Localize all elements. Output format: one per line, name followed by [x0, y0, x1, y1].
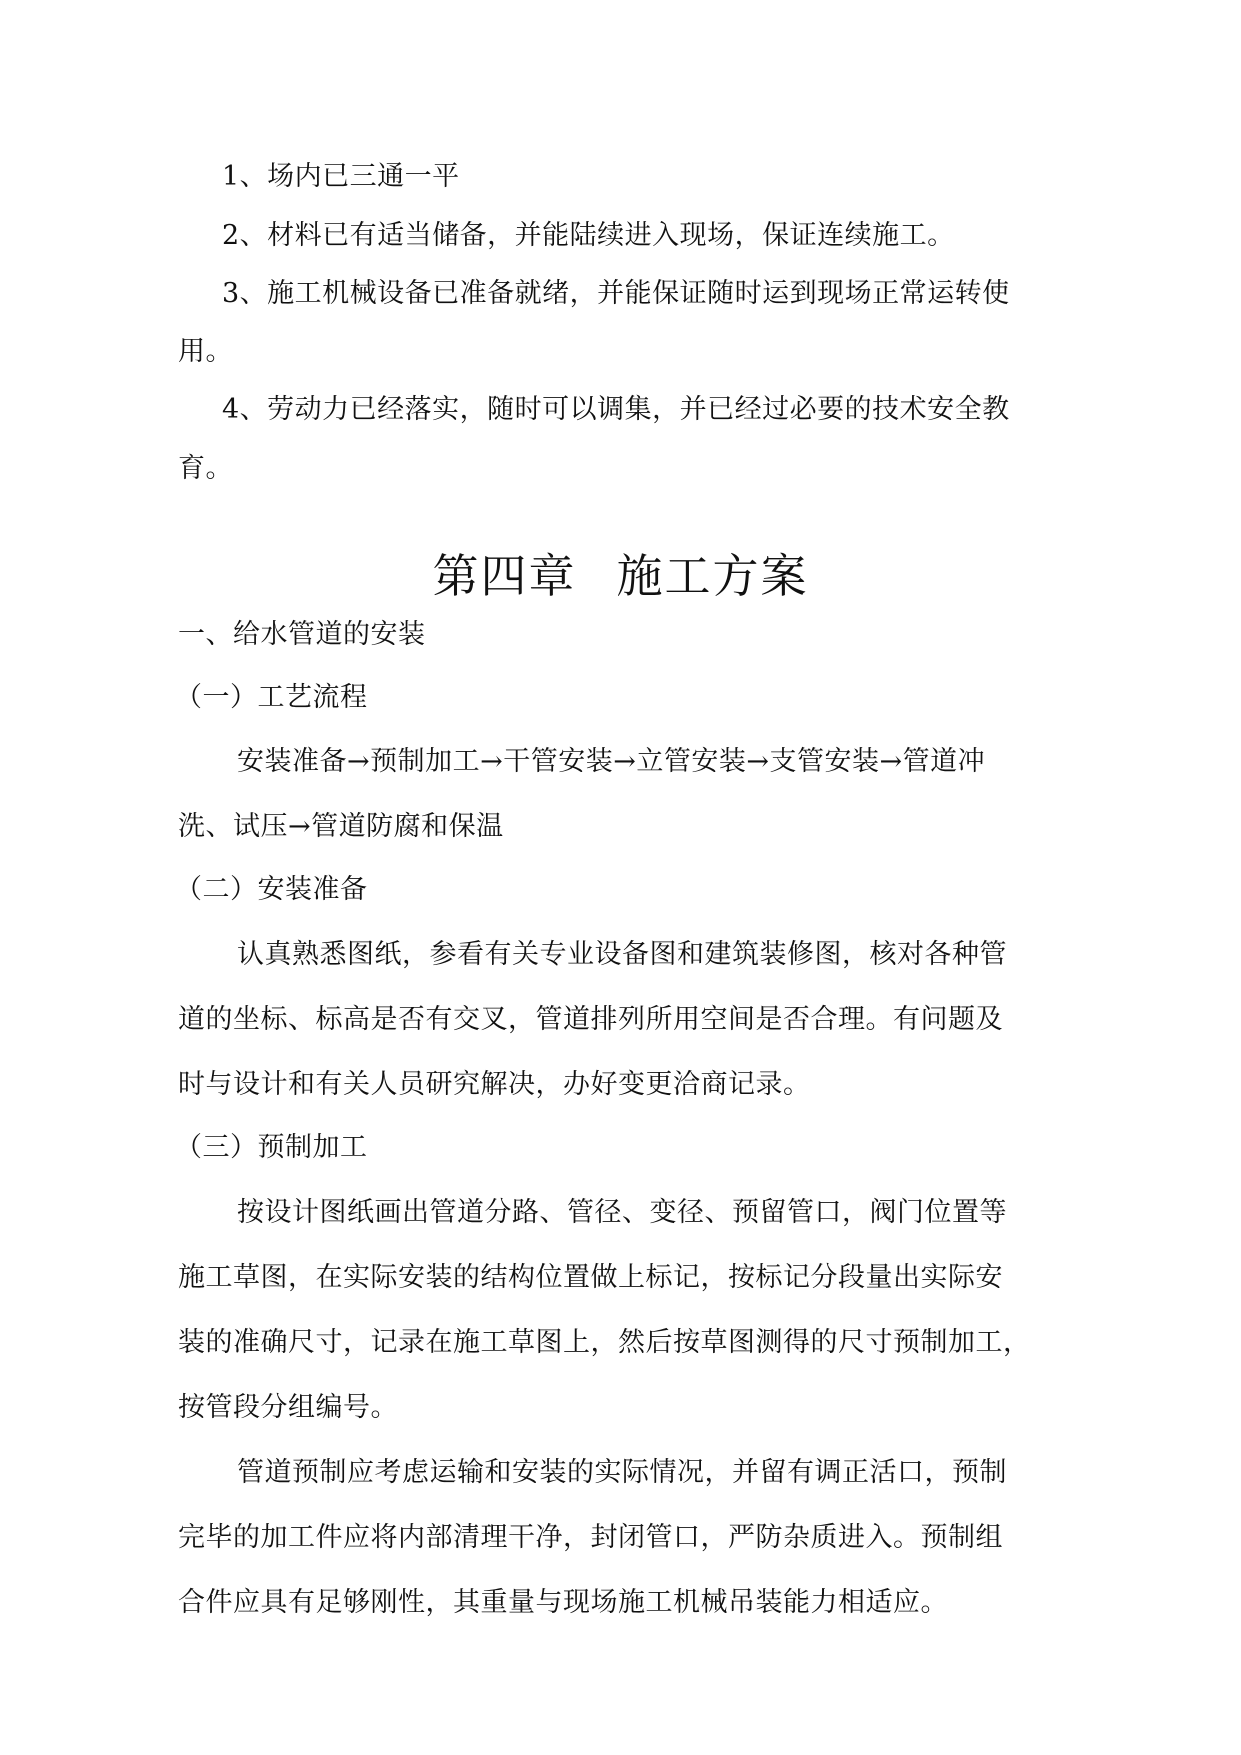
subsection-heading-preparation: （二）安装准备	[175, 874, 368, 905]
intro-item-3-line-2: 用。	[178, 336, 233, 367]
chapter-title	[0, 548, 1241, 604]
chapter-number: 第四章	[432, 549, 577, 603]
prefabrication-p2-line-1: 管道预制应考虑运输和安装的实际情况，并留有调正活口，预制	[237, 1457, 1007, 1488]
preparation-line-1: 认真熟悉图纸，参看有关专业设备图和建筑装修图，核对各种管	[237, 939, 1007, 970]
prefabrication-p1-line-4: 按管段分组编号。	[178, 1392, 398, 1423]
prefabrication-p2-line-3: 合件应具有足够刚性，其重量与现场施工机械吊装能力相适应。	[178, 1587, 948, 1618]
preparation-line-2: 道的坐标、标高是否有交叉，管道排列所用空间是否合理。有问题及	[178, 1004, 1003, 1035]
prefabrication-p1-line-1: 按设计图纸画出管道分路、管径、变径、预留管口，阀门位置等	[237, 1197, 1007, 1228]
prefabrication-p1-line-2: 施工草图，在实际安装的结构位置做上标记，按标记分段量出实际安	[178, 1262, 1003, 1293]
preparation-line-3: 时与设计和有关人员研究解决，办好变更洽商记录。	[178, 1069, 811, 1100]
prefabrication-p1-line-3: 装的准确尺寸，记录在施工草图上，然后按草图测得的尺寸预制加工，	[178, 1327, 1031, 1358]
prefabrication-p2-line-2: 完毕的加工件应将内部清理干净，封闭管口，严防杂质进入。预制组	[178, 1522, 1003, 1553]
intro-item-3-line-1: 3、施工机械设备已准备就绪，并能保证随时运到现场正常运转使	[222, 278, 1010, 309]
intro-item-1: 1、场内已三通一平	[222, 161, 460, 192]
section-heading: 一、给水管道的安装	[178, 619, 426, 650]
intro-item-2: 2、材料已有适当储备，并能陆续进入现场，保证连续施工。	[222, 220, 955, 251]
subsection-heading-prefabrication: （三）预制加工	[175, 1132, 368, 1163]
intro-item-4-line-1: 4、劳动力已经落实，随时可以调集，并已经过必要的技术安全教	[222, 394, 1010, 425]
subsection-heading-process: （一）工艺流程	[175, 682, 368, 713]
process-flow-line-2: 洗、试压→管道防腐和保温	[178, 811, 504, 842]
chapter-name: 施工方案	[616, 549, 809, 603]
process-flow-line-1: 安装准备→预制加工→干管安装→立管安装→支管安装→管道冲	[237, 746, 986, 777]
intro-item-4-line-2: 育。	[178, 453, 233, 484]
